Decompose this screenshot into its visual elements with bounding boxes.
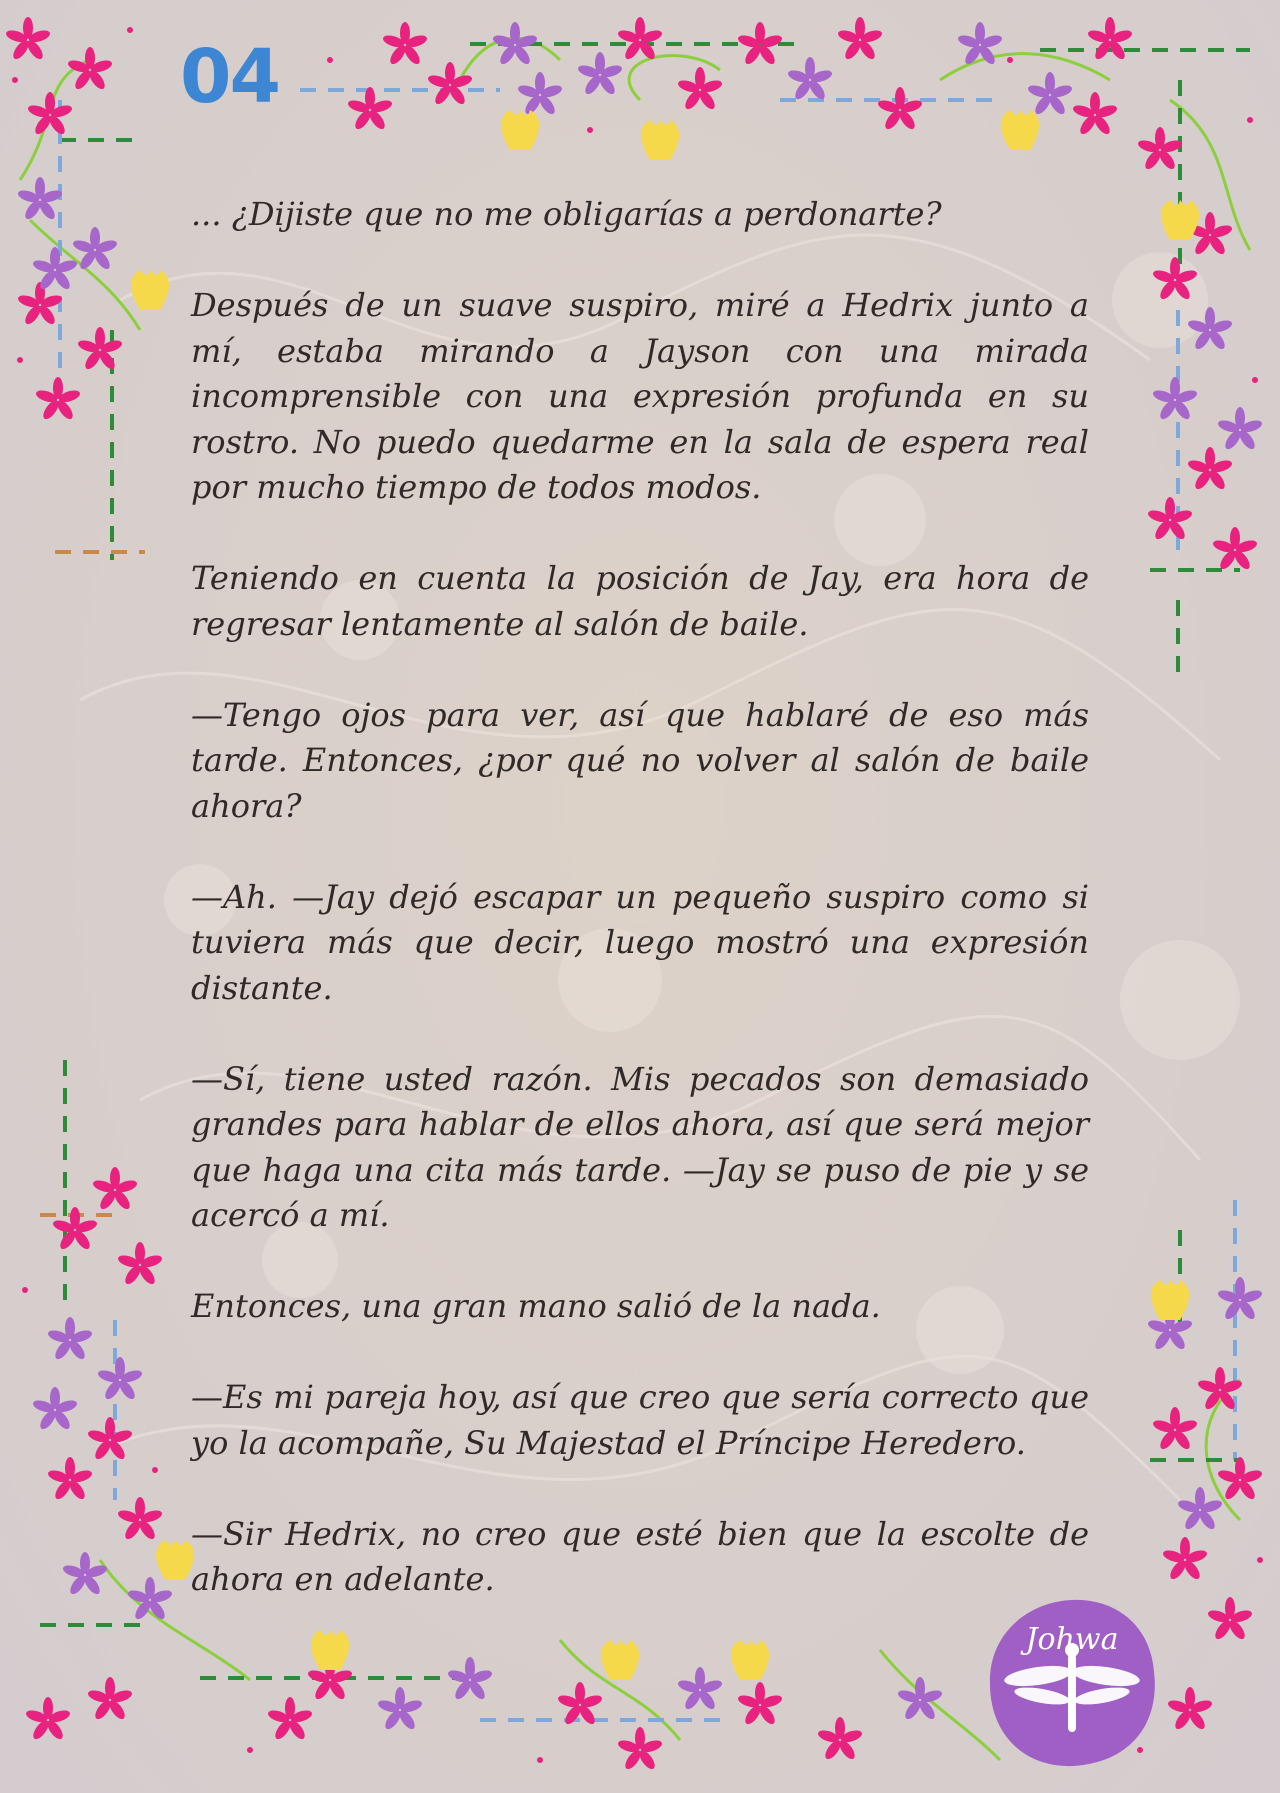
paragraph: Teniendo en cuenta la posición de Jay, era hora de regresar lentamente al salón de baile.: [191, 559, 1089, 643]
paragraph: —Es mi pareja hoy, así que creo que sería correcto que yo la acompañe, Su Majestad el Príncipe Heredero.: [191, 1378, 1089, 1462]
paragraph: Entonces, una gran mano salió de la nada.: [191, 1287, 881, 1325]
story-text: [191, 192, 1089, 1603]
paragraph: —Sir Hedrix, no creo que esté bien que la escolte de ahora en adelante.: [191, 1514, 1089, 1598]
paragraph: Después de un suave suspiro, miré a Hedrix junto a mí, estaba mirando a Jayson con una mirada incomprensible con una expresión profunda en su rostro. No puedo quedarme en la sala de espera real por mucho tiempo de todos modos.: [191, 286, 1089, 506]
paragraph: —Sí, tiene usted razón. Mis pecados son demasiado grandes para hablar de ellos ahora, así que será mejor que haga una cita más tarde. —Jay se puso de pie y se acercó a mí.: [191, 1059, 1089, 1234]
brand-badge: [982, 1592, 1162, 1772]
page-number: 04: [180, 34, 279, 120]
paragraph: —Ah. —Jay dejó escapar un pequeño suspiro como si tuviera más que decir, luego mostró una expresión distante.: [191, 877, 1089, 1007]
paragraph: ... ¿Dijiste que no me obligarías a perdonarte?: [191, 195, 942, 233]
brand-name: Johwa: [1025, 1622, 1119, 1657]
brand-badge-shape: [982, 1592, 1162, 1772]
paragraph: —Tengo ojos para ver, así que hablaré de eso más tarde. Entonces, ¿por qué no volver al salón de baile ahora?: [191, 695, 1089, 825]
